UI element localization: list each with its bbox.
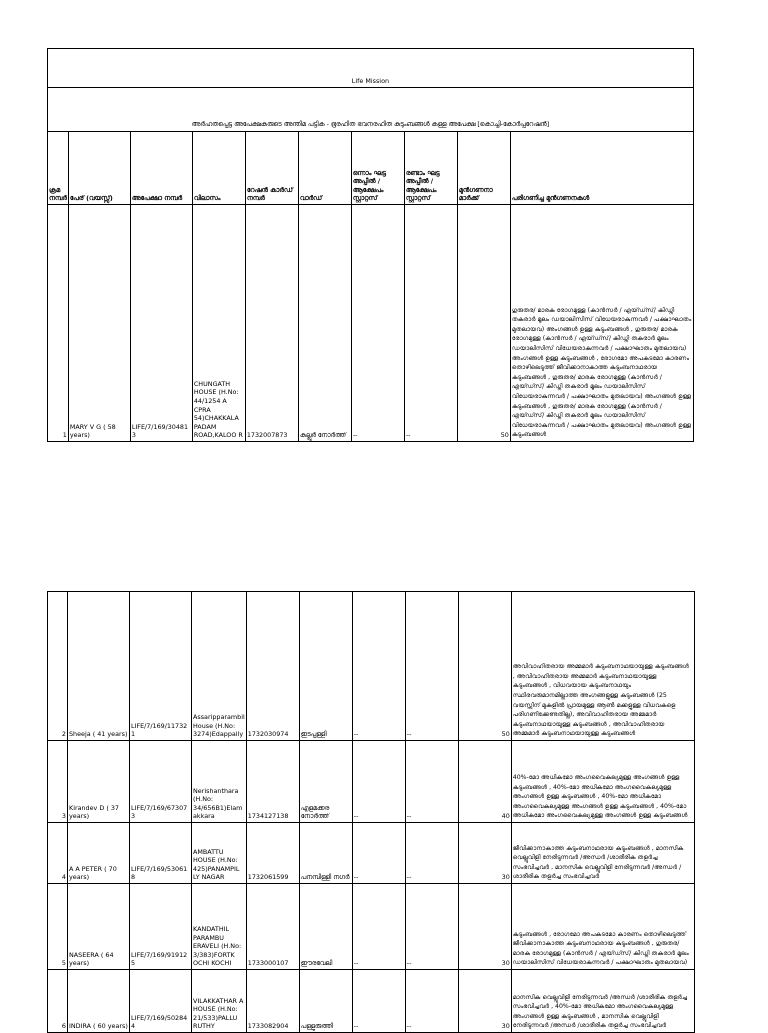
cell-criteria: ജീവിക്കാനാകാത്ത കുടുംബനാഥരായ കുടുംബങ്ങൾ , മാനസിക വെല്ലുവിളി നേരിടുന്നവർ /അന്ധർ /ശാരീരിക തളർച്ച സംഭവിച്ചവർ , മാനസിക വെല്ലുവിളി നേരിടുന്നവർ /അന്ധർ /ശാരീരിക തളർച്ച സംഭവിച്ചവർ — [511, 823, 694, 884]
cell-mark: 40 — [458, 741, 511, 823]
header-appeal1: ഒന്നാം ഘട്ട അപ്പീൽ / ആക്ഷേപം സ്റ്റാറ്റസ് — [351, 132, 404, 205]
cell-ration: 1734127138 — [246, 741, 299, 823]
cell-mark: 30 — [458, 884, 511, 970]
cell-sl: 6 — [48, 970, 68, 1033]
cell-appeal2: -- — [405, 970, 458, 1033]
header-criteria: പരിഗണിച്ച മുൻഗണനകൾ — [510, 132, 693, 205]
cell-criteria: ഗുരുതര/ മാരക രോഗമുള്ള (കാൻസർ / എയ്ഡ്സ്/ കിഡ്നി തകരാർ മൂലം ഡയാലിസിസ് വിധേയരാകുന്നവർ / പക്ഷാഘാതം മുതലായവ) അംഗങ്ങൾ ഉള്ള കുടുംബങ്ങൾ , ഗുരുതര/ മാരക രോഗമുള്ള (കാൻസർ / എയ്ഡ്സ്/ കിഡ്നി തകരാർ മൂലം ഡയാലിസിസ് വിധേയരാകുന്നവർ / പക്ഷാഘാതം മുതലായവ) അംഗങ്ങൾ ഉള്ള കുടുംബങ്ങൾ , രോഗമോ അപകടമോ കാരണം തൊഴിലെടുത്ത് ജീവിക്കാനാകാത്ത കുടുംബനാഥരായ കുടുംബങ്ങൾ , ഗുരുതര/ മാരക രോഗമുള്ള (കാൻസർ / എയ്ഡ്സ്/ കിഡ്നി തകരാർ മൂലം ഡയാലിസിസ് വിധേയരാകുന്നവർ / പക്ഷാഘാതം മുതലായവ) അംഗങ്ങൾ ഉള്ള കുടുംബങ്ങൾ , ഗുരുതര/ മാരക രോഗമുള്ള (കാൻസർ / എയ്ഡ്സ്/ കിഡ്നി തകരാർ മൂലം ഡയാലിസിസ് വിധേയരാകുന്നവർ / പക്ഷാഘാതം മുതലായവ) അംഗങ്ങൾ ഉള്ള കുടുംബങ്ങൾ — [510, 205, 693, 442]
cell-name: INDIRA ( 60 years) — [68, 970, 130, 1033]
cell-appeal1: -- — [352, 884, 405, 970]
cell-address: VILAKKATHAR A HOUSE (H.No: 21/533)PALLU RUTHY — [192, 970, 247, 1033]
cell-app-no: LIFE/7/169/30481 3 — [130, 205, 192, 442]
header-address: വിലാസം — [192, 132, 245, 205]
header-name: പേര് (വയസ്സ്) — [68, 132, 130, 205]
beneficiary-table-page-2 — [47, 591, 695, 1033]
cell-address: Assaripparambil House (H.No: 3274)Edappally — [192, 592, 247, 741]
page-subtitle: അർഹതപ്പെട്ട അപേക്ഷകരുടെ അന്തിമ പട്ടിക - ഭൂരഹിത ഭവനരഹിത കുടുംബങ്ങൾ കള്ള അപേക്ഷ [കൊച്ചി-കോർപ്പറേഷൻ] — [48, 88, 694, 132]
cell-address: CHUNGATH HOUSE (H.No: 44/1254 A CPRA 54)CHAKKALA PADAM ROAD,KALOO R — [192, 205, 245, 442]
cell-appeal1: -- — [352, 741, 405, 823]
beneficiary-table-page-1 — [47, 48, 694, 442]
cell-appeal2: -- — [404, 205, 457, 442]
page-title: Life Mission — [48, 49, 694, 88]
header-ration: റേഷൻ കാർഡ് നമ്പർ — [245, 132, 298, 205]
cell-app-no: LIFE/7/169/50284 4 — [130, 970, 192, 1033]
cell-name: A A PETER ( 70 years) — [68, 823, 130, 884]
cell-ward: ഇടപ്പള്ളി — [299, 592, 352, 741]
cell-name: Kirandev D ( 37 years) — [68, 741, 130, 823]
cell-ward: പള്ളുരുത്തി — [299, 970, 352, 1033]
cell-appeal1: -- — [351, 205, 404, 442]
table-row — [48, 741, 695, 823]
cell-appeal1: -- — [352, 592, 405, 741]
cell-app-no: LIFE/7/169/91912 5 — [130, 884, 192, 970]
cell-address: AMBATTU HOUSE (H.No: 425)PANAMPIL LY NAGAR — [192, 823, 247, 884]
cell-sl: 5 — [48, 884, 68, 970]
cell-appeal2: -- — [405, 823, 458, 884]
table-row — [48, 970, 695, 1033]
cell-ration: 1733000107 — [246, 884, 299, 970]
cell-mark: 50 — [457, 205, 510, 442]
cell-name: MARY V G ( 58 years) — [68, 205, 130, 442]
cell-appeal1: -- — [352, 970, 405, 1033]
cell-ward: കല്ലൂർ നോർത്ത് — [298, 205, 351, 442]
table-row — [48, 884, 695, 970]
table-row — [48, 823, 695, 884]
cell-appeal1: -- — [352, 823, 405, 884]
cell-ration: 1732007873 — [245, 205, 298, 442]
cell-criteria: മാനസിക വെല്ലുവിളി നേരിടുന്നവർ /അന്ധർ /ശാരീരിക തളർച്ച സംഭവിച്ചവർ , 40%-മോ അധികമോ അംഗവൈകല്യമുള്ള അംഗങ്ങൾ ഉള്ള കുടുംബങ്ങൾ , മാനസിക വെല്ലുവിളി നേരിടുന്നവർ /അന്ധർ /ശാരീരിക തളർച്ച സംഭവിച്ചവർ — [511, 970, 694, 1033]
header-ward: വാർഡ് — [298, 132, 351, 205]
cell-address: Nerishanthara (H.No: 34/656B1)Elam akkara — [192, 741, 247, 823]
cell-mark: 30 — [458, 823, 511, 884]
cell-appeal2: -- — [405, 592, 458, 741]
cell-criteria: അവിവാഹിതരായ അമ്മമാർ കുടുംബനാഥയായുള്ള കുടുംബങ്ങൾ , അവിവാഹിതരായ അമ്മമാർ കുടുംബനാഥയായുള്ള കുടുംബങ്ങൾ , വിധവയായ കുടുംബനാഥയും സ്ഥിരവരുമാനമില്ലാത്ത അംഗങ്ങളുള്ള കുടുംബങ്ങൾ (25 വയസ്സിന് മുകളിൽ പ്രായമുള്ള ആൺ മക്കളുള്ള വിധവകളെ പരിഗണിക്കേണ്ടതില്ല), അവിവാഹിതരായ അമ്മമാർ കുടുംബനാഥയായുള്ള കുടുംബങ്ങൾ , അവിവാഹിതരായ അമ്മമാർ കുടുംബനാഥയായുള്ള കുടുംബങ്ങൾ — [511, 592, 694, 741]
header-mark: മുൻഗണനാ മാർക്ക് — [457, 132, 510, 205]
cell-name: Sheeja ( 41 years) — [68, 592, 130, 741]
cell-ration: 1732061599 — [246, 823, 299, 884]
cell-sl: 4 — [48, 823, 68, 884]
table-row — [48, 205, 694, 442]
header-sl: ക്രമ നമ്പർ — [48, 132, 69, 205]
cell-ward: എളമക്കര നോർത്ത് — [299, 741, 352, 823]
cell-app-no: LIFE/7/169/53061 8 — [130, 823, 192, 884]
cell-mark: 50 — [458, 592, 511, 741]
cell-app-no: LIFE/7/169/11732 1 — [130, 592, 192, 741]
cell-criteria: 40%-മോ അധികമോ അംഗവൈകല്യമുള്ള അംഗങ്ങൾ ഉള്ള കുടുംബങ്ങൾ , 40%-മോ അധികമോ അംഗവൈകല്യമുള്ള അംഗങ്ങൾ ഉള്ള കുടുംബങ്ങൾ , 40%-മോ അധികമോ അംഗവൈകല്യമുള്ള അംഗങ്ങൾ ഉള്ള കുടുംബങ്ങൾ , 40%-മോ അധികമോ അംഗവൈകല്യമുള്ള അംഗങ്ങൾ ഉള്ള കുടുംബങ്ങൾ — [511, 741, 694, 823]
cell-ration: 1732030974 — [246, 592, 299, 741]
cell-sl: 3 — [48, 741, 68, 823]
cell-app-no: LIFE/7/169/67307 3 — [130, 741, 192, 823]
cell-address: KANDATHIL PARAMBU ERAVELI (H.No: 3/383)FORTK OCHI KOCHI — [192, 884, 247, 970]
cell-sl: 1 — [48, 205, 69, 442]
cell-appeal2: -- — [405, 884, 458, 970]
cell-appeal2: -- — [405, 741, 458, 823]
table-row — [48, 592, 695, 741]
header-appeal2: രണ്ടാം ഘട്ട അപ്പീൽ / ആക്ഷേപം സ്റ്റാറ്റസ് — [404, 132, 457, 205]
header-app-no: അപേക്ഷാ നമ്പർ — [130, 132, 192, 205]
cell-ration: 1733082904 — [246, 970, 299, 1033]
cell-sl: 2 — [48, 592, 68, 741]
cell-ward: പനമ്പിള്ളി നഗർ — [299, 823, 352, 884]
cell-name: NASEERA ( 64 years) — [68, 884, 130, 970]
header-row — [48, 132, 694, 205]
cell-criteria: കുടുംബങ്ങൾ , രോഗമോ അപകടമോ കാരണം തൊഴിലെടുത്ത് ജീവിക്കാനാകാത്ത കുടുംബനാഥരായ കുടുംബങ്ങൾ , ഗുരുതര/ മാരക രോഗമുള്ള (കാൻസർ / എയ്ഡ്സ്/ കിഡ്നി തകരാർ മൂലം ഡയാലിസിസ് വിധേയരാകുന്നവർ / പക്ഷാഘാതം മുതലായവ) — [511, 884, 694, 970]
cell-ward: ഈരവേലി — [299, 884, 352, 970]
cell-mark: 30 — [458, 970, 511, 1033]
